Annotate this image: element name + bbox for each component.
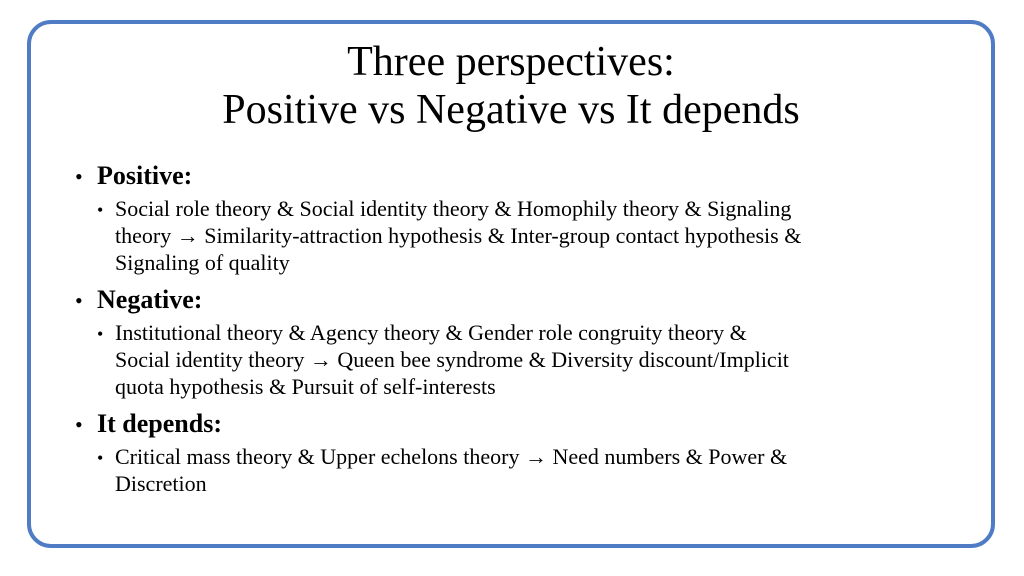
section-heading xyxy=(75,408,955,441)
heading-text: Negative: xyxy=(97,285,203,314)
section-heading xyxy=(75,160,955,193)
heading-text: It depends: xyxy=(97,409,222,438)
bullet-icon: • xyxy=(75,164,83,189)
title-line-2: Positive vs Negative vs It depends xyxy=(222,87,800,133)
detail-text xyxy=(115,319,915,400)
bullet-icon: • xyxy=(75,288,83,313)
detail-text xyxy=(115,195,915,276)
detail-line: Signaling of quality xyxy=(115,250,290,275)
detail-line: quota hypothesis & Pursuit of self-interests xyxy=(115,374,496,399)
detail-line: Critical mass theory & Upper echelons theory → Need numbers & Power & xyxy=(115,444,788,469)
bullet-icon: • xyxy=(97,324,104,344)
detail-line: theory → Similarity-attraction hypothesis & Inter-group contact hypothesis & xyxy=(115,223,802,248)
bullet-icon: • xyxy=(75,412,83,437)
detail-line: Discretion xyxy=(115,471,207,496)
detail-text xyxy=(115,443,915,497)
section-heading xyxy=(75,284,955,317)
slide-frame xyxy=(27,20,995,548)
section-positive xyxy=(75,160,955,276)
bullet-list xyxy=(75,160,955,497)
detail-line: Social role theory & Social identity theory & Homophily theory & Signaling xyxy=(115,196,792,221)
section-detail xyxy=(97,443,955,497)
section-it-depends xyxy=(75,408,955,497)
heading-text: Positive: xyxy=(97,161,193,190)
bullet-icon: • xyxy=(97,200,104,220)
section-detail xyxy=(97,195,955,276)
bullet-icon: • xyxy=(97,448,104,468)
section-detail xyxy=(97,319,955,400)
detail-line: Institutional theory & Agency theory & Gender role congruity theory & xyxy=(115,320,747,345)
title-line-1: Three perspectives: xyxy=(347,39,675,85)
slide-title xyxy=(31,38,991,134)
detail-line: Social identity theory → Queen bee syndrome & Diversity discount/Implicit xyxy=(115,347,789,372)
section-negative xyxy=(75,284,955,400)
